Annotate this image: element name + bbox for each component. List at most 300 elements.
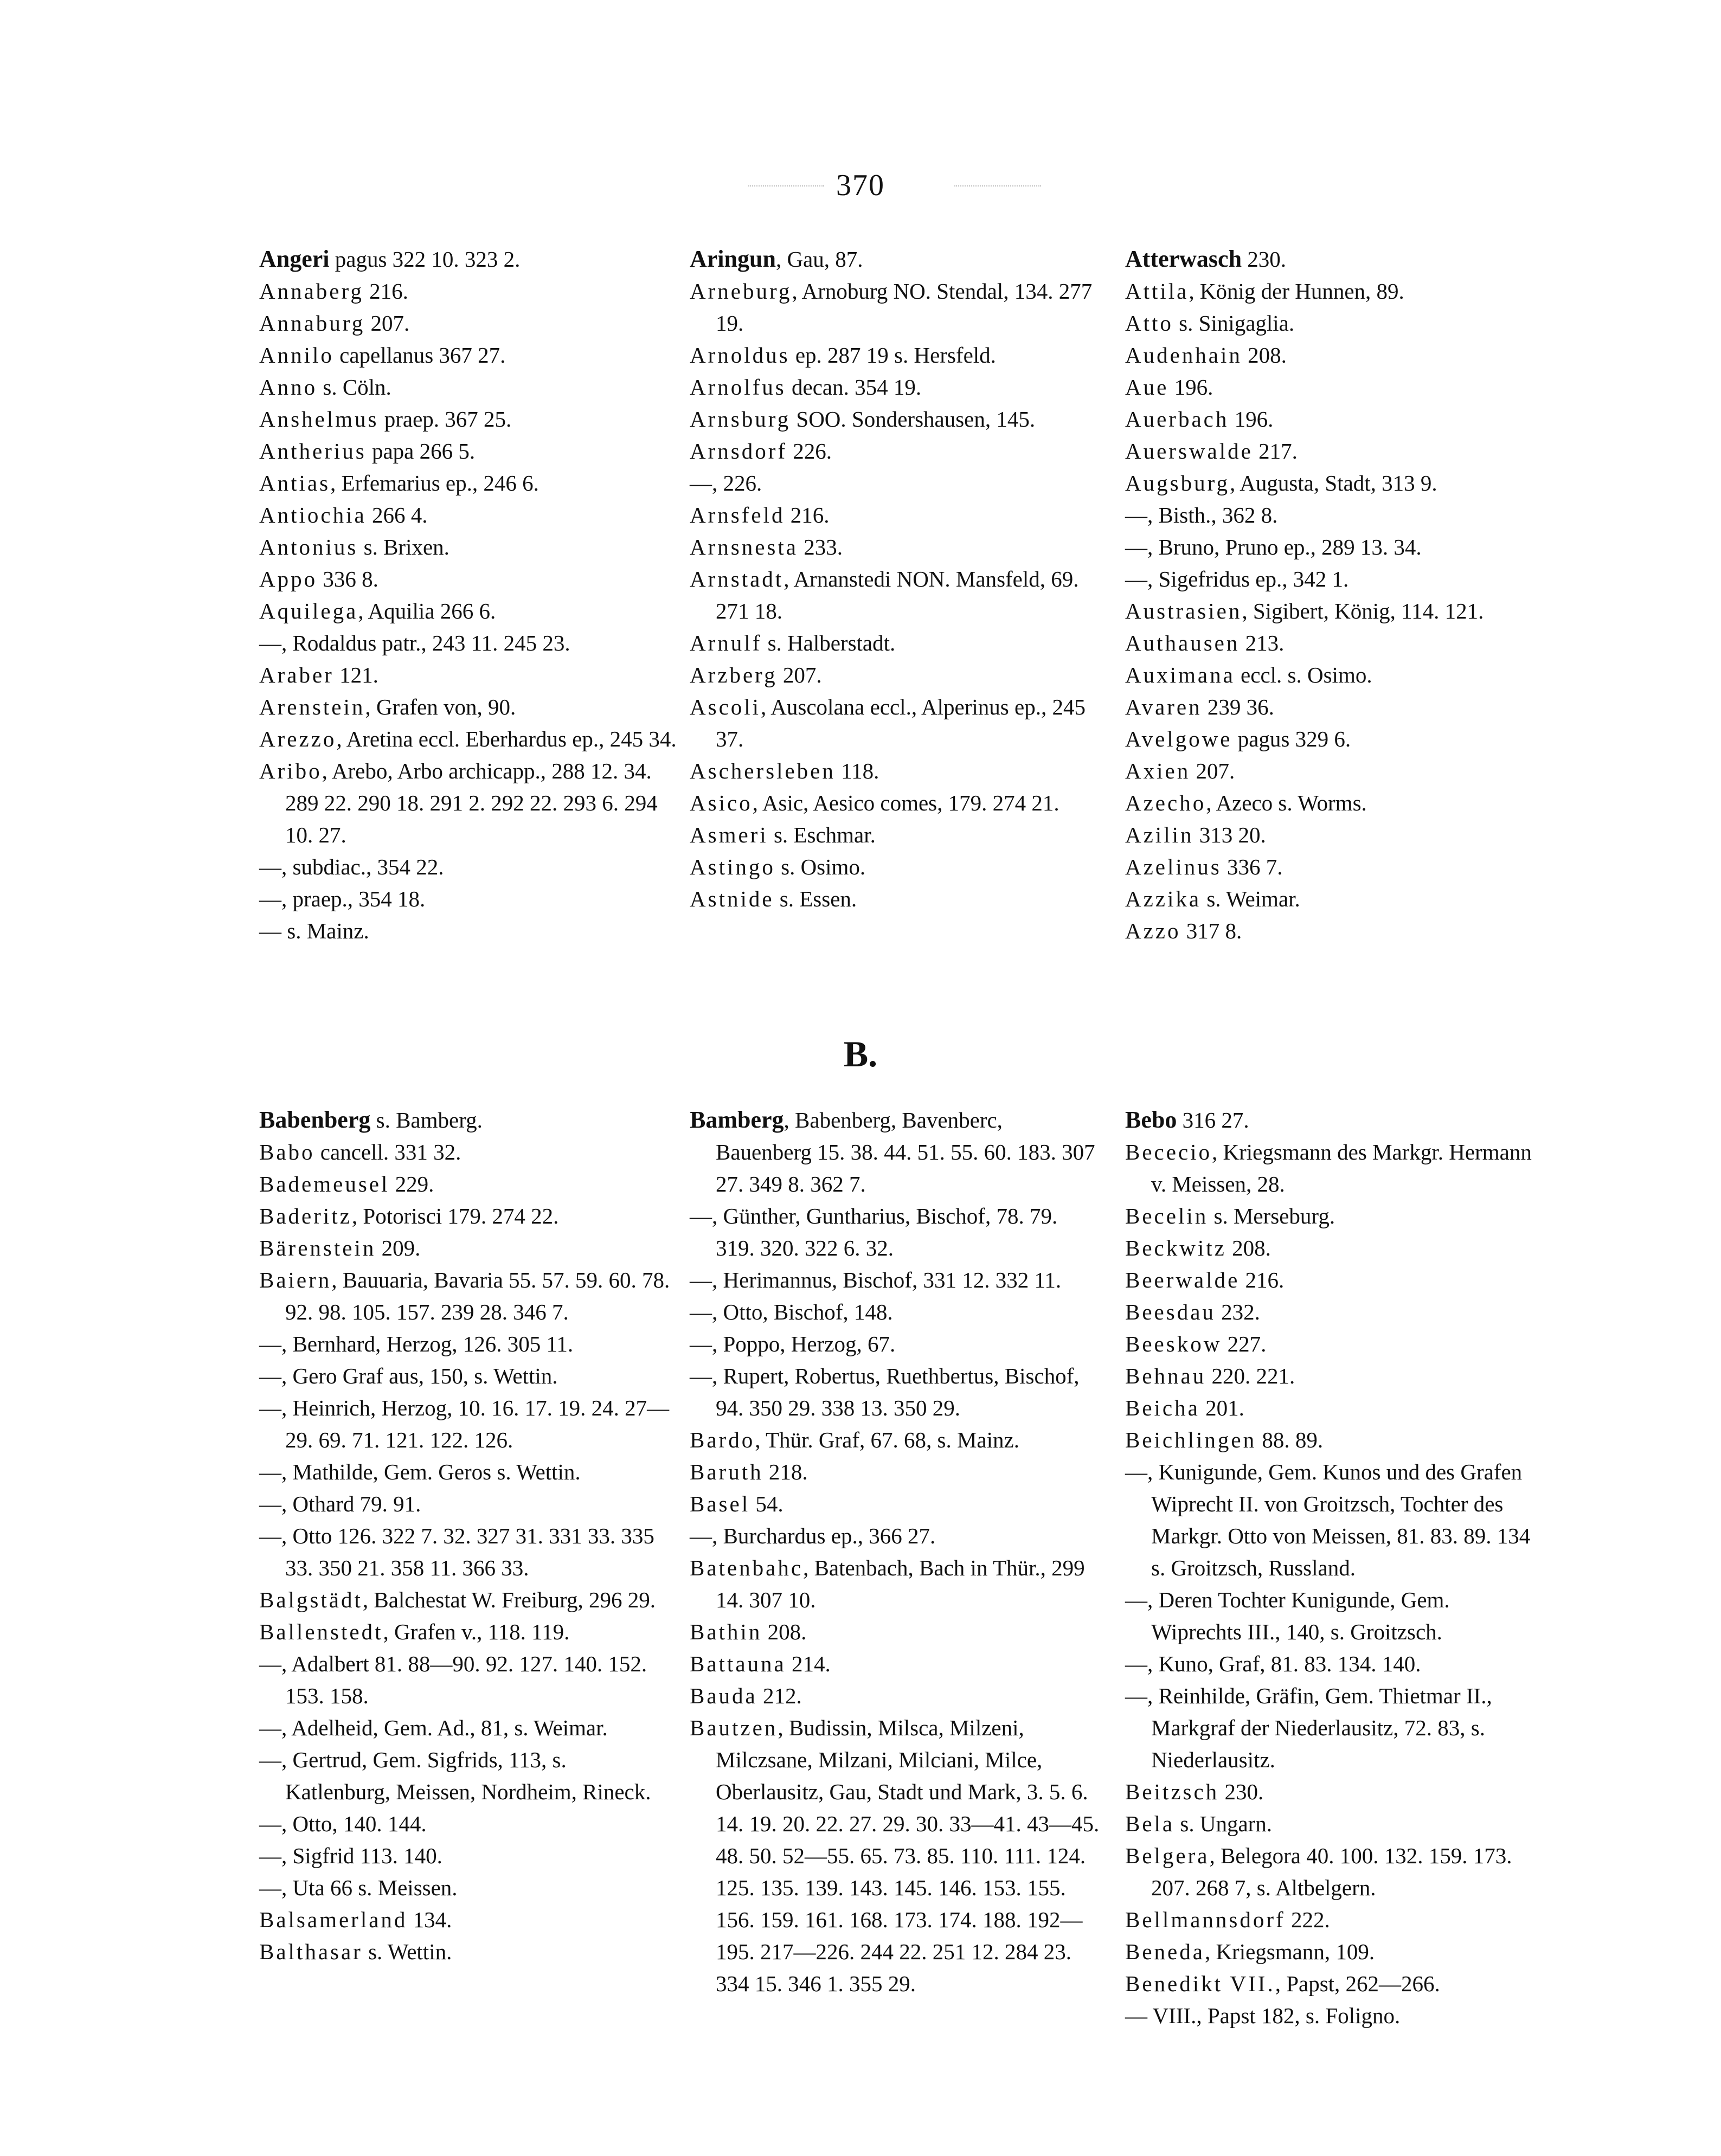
index-entry-headword: Balthasar bbox=[259, 1939, 363, 1964]
index-entry-references: 226. bbox=[787, 439, 832, 464]
index-entry bbox=[1125, 1392, 1537, 1424]
index-entry-headword: Bautzen bbox=[690, 1715, 778, 1740]
index-entry-references: capellanus 367 27. bbox=[333, 343, 506, 368]
index-entry-headword: Ascoli bbox=[690, 694, 761, 719]
index-entry-references: s. Bamberg. bbox=[370, 1108, 483, 1132]
index-entry-headword: Bathin bbox=[690, 1619, 762, 1644]
index-entry bbox=[1125, 563, 1537, 595]
index-entry bbox=[1125, 883, 1537, 915]
index-entry-references: 196. bbox=[1168, 375, 1213, 400]
index-entry-references: —, Sigfrid 113. 140. bbox=[259, 1843, 442, 1868]
index-entry-references: 88. 89. bbox=[1256, 1427, 1324, 1452]
index-entry-references: —, Gero Graf aus, 150, s. Wettin. bbox=[259, 1363, 558, 1388]
index-entry bbox=[1125, 403, 1537, 435]
index-entry-references: , Potorisci 179. 274 22. bbox=[351, 1204, 559, 1228]
index-entry-references: —, Herimannus, Bischof, 331 12. 332 11. bbox=[690, 1267, 1062, 1292]
index-entry bbox=[1125, 915, 1537, 947]
index-entry bbox=[259, 499, 677, 531]
index-entry-references: —, Mathilde, Gem. Geros s. Wettin. bbox=[259, 1459, 581, 1484]
index-entry-references: 212. bbox=[757, 1683, 802, 1708]
index-entry-headword: Astnide bbox=[690, 886, 774, 911]
index-entry bbox=[1125, 339, 1537, 371]
index-entry bbox=[1125, 755, 1537, 787]
index-entry bbox=[259, 1840, 677, 1872]
index-entry-references: —, Othard 79. 91. bbox=[259, 1491, 421, 1516]
index-entry-references: 208. bbox=[1226, 1235, 1271, 1260]
index-entry-references: —, Otto, 140. 144. bbox=[259, 1811, 427, 1836]
index-entry-references: 220. 221. bbox=[1206, 1363, 1295, 1388]
index-entry-references: —, Heinrich, Herzog, 10. 16. 17. 19. 24. 27—29. 69. 71. 121. 122. 126. bbox=[259, 1395, 670, 1452]
index-entry-headword: Azecho bbox=[1125, 790, 1206, 815]
index-entry-headword: Aue bbox=[1125, 375, 1169, 400]
index-entry bbox=[259, 755, 677, 851]
index-entry bbox=[259, 339, 677, 371]
index-entry bbox=[1125, 1200, 1537, 1232]
index-entry bbox=[1125, 1424, 1537, 1456]
index-entry bbox=[690, 1264, 1102, 1296]
index-entry-references: , Arebo, Arbo archicapp., 288 12. 34. 289 22. 290 18. 291 2. 292 22. 293 6. 294 10. 27. bbox=[285, 758, 658, 847]
index-entry-references: — s. Mainz. bbox=[259, 918, 369, 943]
index-entry bbox=[1125, 1328, 1537, 1360]
index-entry-references: , Arnoburg NO. Stendal, 134. 277 19. bbox=[716, 279, 1093, 336]
index-entry-headword: Azzo bbox=[1125, 918, 1181, 943]
index-entry-references: 266 4. bbox=[366, 503, 428, 527]
index-entry-references: 121. bbox=[333, 662, 378, 687]
index-entry-headword: Appo bbox=[259, 567, 318, 591]
index-entry bbox=[259, 1904, 677, 1936]
index-entry bbox=[259, 403, 677, 435]
index-entry-references: —, Rupert, Robertus, Ruethbertus, Bischof, 94. 350 29. 338 13. 350 29. bbox=[690, 1363, 1080, 1420]
index-entry-references: 233. bbox=[798, 535, 843, 559]
index-entry-references: , Arnanstedi NON. Mansfeld, 69. 271 18. bbox=[716, 567, 1079, 623]
index-entry bbox=[690, 883, 1102, 915]
index-entry-references: , Augusta, Stadt, 313 9. bbox=[1229, 471, 1437, 495]
index-entry-headword: Austrasien bbox=[1125, 598, 1242, 623]
index-entry-references: , Aquilia 266 6. bbox=[358, 598, 496, 623]
index-entry-references: —, Gertrud, Gem. Sigfrids, 113, s. Katlenburg, Meissen, Nordheim, Rineck. bbox=[259, 1747, 651, 1804]
index-entry bbox=[1125, 851, 1537, 883]
index-entry-references: , Grafen v., 118. 119. bbox=[383, 1619, 570, 1644]
index-entry-headword: Arenstein bbox=[259, 694, 365, 719]
index-entry bbox=[690, 531, 1102, 563]
index-entry-references: 208. bbox=[1242, 343, 1287, 368]
index-entry-references: cancell. 331 32. bbox=[314, 1140, 461, 1164]
index-entry-references: , Kriegsmann, 109. bbox=[1204, 1939, 1375, 1964]
index-entry bbox=[259, 243, 677, 275]
index-entry-headword: Beckwitz bbox=[1125, 1235, 1226, 1260]
index-entry bbox=[259, 915, 677, 947]
index-entry bbox=[690, 691, 1102, 755]
index-entry-references: —, Kuno, Graf, 81. 83. 134. 140. bbox=[1125, 1651, 1421, 1676]
index-column-b1 bbox=[259, 1104, 677, 1968]
index-entry-headword: Annilo bbox=[259, 343, 334, 368]
index-entry-references: —, praep., 354 18. bbox=[259, 886, 426, 911]
index-entry-references: 213. bbox=[1240, 630, 1285, 655]
index-entry bbox=[690, 1296, 1102, 1328]
index-entry-headword: Azilin bbox=[1125, 822, 1194, 847]
index-entry-headword: Anno bbox=[259, 375, 318, 400]
index-entry bbox=[690, 659, 1102, 691]
index-entry bbox=[1125, 1680, 1537, 1776]
index-entry-headword: Basel bbox=[690, 1491, 750, 1516]
index-entry-references: s. Brixen. bbox=[358, 535, 449, 559]
index-entry-references: s. Sinigaglia. bbox=[1173, 311, 1295, 336]
index-entry-references: —, Bisth., 362 8. bbox=[1125, 503, 1278, 527]
index-entry bbox=[259, 275, 677, 307]
index-entry-references: 118. bbox=[835, 758, 879, 783]
index-entry-references: —, Günther, Guntharius, Bischof, 78. 79. 319. 320. 322 6. 32. bbox=[690, 1204, 1058, 1260]
index-entry-references: , Bauuaria, Bavaria 55. 57. 59. 60. 78. 92. 98. 105. 157. 239 28. 346 7. bbox=[285, 1267, 670, 1324]
index-entry-headword: Azzika bbox=[1125, 886, 1202, 911]
page-number: 370 bbox=[836, 169, 885, 202]
index-entry-headword: Aringun bbox=[690, 246, 776, 272]
index-entry bbox=[690, 819, 1102, 851]
index-entry-headword: Babo bbox=[259, 1140, 315, 1164]
index-entry-headword: Becelin bbox=[1125, 1204, 1209, 1228]
index-entry-headword: Aribo bbox=[259, 758, 322, 783]
index-entry-references: 229. bbox=[389, 1172, 434, 1196]
index-entry-headword: Bamberg bbox=[690, 1106, 784, 1133]
index-entry bbox=[259, 1808, 677, 1840]
index-entry bbox=[690, 787, 1102, 819]
index-entry-headword: Arnsburg bbox=[690, 407, 791, 432]
index-entry-headword: Antiochia bbox=[259, 503, 367, 527]
index-entry-headword: Auerswalde bbox=[1125, 439, 1253, 464]
index-entry-references: , Erfemarius ep., 246 6. bbox=[330, 471, 539, 495]
index-entry bbox=[259, 531, 677, 563]
index-entry bbox=[259, 1712, 677, 1744]
index-column-a1 bbox=[259, 243, 677, 947]
index-entry bbox=[690, 1712, 1102, 2000]
index-entry-headword: Auximana bbox=[1125, 662, 1235, 687]
index-entry-references: , Balchestat W. Freiburg, 296 29. bbox=[362, 1587, 656, 1612]
index-entry-headword: Attila bbox=[1125, 279, 1189, 304]
index-entry-headword: Asico bbox=[690, 790, 753, 815]
index-entry bbox=[690, 1680, 1102, 1712]
index-entry bbox=[690, 1520, 1102, 1552]
index-entry-references: , Kriegsmann des Markgr. Hermann v. Meissen, 28. bbox=[1151, 1140, 1532, 1196]
index-entry-headword: Atterwasch bbox=[1125, 246, 1242, 272]
index-entry bbox=[1125, 787, 1537, 819]
index-entry-headword: Axien bbox=[1125, 758, 1191, 783]
index-entry-headword: Battauna bbox=[690, 1651, 786, 1676]
index-entry bbox=[1125, 2000, 1537, 2032]
index-entry-references: 207. bbox=[1190, 758, 1235, 783]
index-entry-references: 207. bbox=[777, 662, 822, 687]
index-entry-references: 230. bbox=[1242, 247, 1287, 272]
index-entry bbox=[690, 275, 1102, 339]
index-entry-headword: Benedikt VII. bbox=[1125, 1971, 1275, 1996]
index-entry-headword: Aquilega bbox=[259, 598, 358, 623]
index-entry bbox=[259, 659, 677, 691]
index-entry bbox=[690, 403, 1102, 435]
index-entry bbox=[259, 1136, 677, 1168]
index-entry-references: 207. bbox=[365, 311, 410, 336]
index-entry-headword: Araber bbox=[259, 662, 334, 687]
index-entry-references: ep. 287 19 s. Hersfeld. bbox=[789, 343, 996, 368]
index-entry-references: 134. bbox=[407, 1907, 452, 1932]
index-entry-headword: Arnsdorf bbox=[690, 439, 788, 464]
index-entry bbox=[1125, 1808, 1537, 1840]
index-entry-references: 313 20. bbox=[1193, 822, 1266, 847]
index-entry bbox=[1125, 1136, 1537, 1200]
index-entry-references: —, Adelheid, Gem. Ad., 81, s. Weimar. bbox=[259, 1715, 608, 1740]
index-entry-headword: Balgstädt bbox=[259, 1587, 363, 1612]
index-entry-references: s. Cöln. bbox=[317, 375, 391, 400]
index-entry bbox=[1125, 467, 1537, 499]
index-entry bbox=[690, 1360, 1102, 1424]
index-entry-headword: Beneda bbox=[1125, 1939, 1205, 1964]
index-entry bbox=[1125, 1904, 1537, 1936]
index-entry-references: , Sigibert, König, 114. 121. bbox=[1242, 598, 1484, 623]
index-entry-references: , Azeco s. Worms. bbox=[1206, 790, 1367, 815]
index-entry bbox=[259, 1936, 677, 1968]
index-entry bbox=[259, 1392, 677, 1456]
index-entry bbox=[259, 1168, 677, 1200]
index-entry-references: s. Weimar. bbox=[1201, 886, 1300, 911]
index-entry bbox=[690, 563, 1102, 627]
index-entry-headword: Avelgowe bbox=[1125, 726, 1232, 751]
index-entry bbox=[690, 243, 1102, 275]
index-entry bbox=[259, 1488, 677, 1520]
index-entry bbox=[1125, 1936, 1537, 1968]
index-entry-headword: Belgera bbox=[1125, 1843, 1210, 1868]
index-entry-headword: Audenhain bbox=[1125, 343, 1242, 368]
index-entry bbox=[1125, 659, 1537, 691]
index-entry-references: , Thür. Graf, 67. 68, s. Mainz. bbox=[755, 1427, 1019, 1452]
index-entry-references: SOO. Sondershausen, 145. bbox=[791, 407, 1036, 432]
index-entry-headword: Aschersleben bbox=[690, 758, 836, 783]
index-entry bbox=[259, 1264, 677, 1328]
index-entry-references: —, Deren Tochter Kunigunde, Gem. Wiprechts III., 140, s. Groitzsch. bbox=[1125, 1587, 1450, 1644]
index-entry-references: —, 226. bbox=[690, 471, 762, 495]
index-entry-references: 316 27. bbox=[1177, 1108, 1249, 1132]
index-entry-headword: Batenbahc bbox=[690, 1555, 804, 1580]
index-entry-headword: Babenberg bbox=[259, 1106, 371, 1133]
index-entry-headword: Antias bbox=[259, 471, 331, 495]
index-entry-references: 214. bbox=[786, 1651, 831, 1676]
index-entry-references: 336 8. bbox=[317, 567, 378, 591]
index-entry bbox=[1125, 275, 1537, 307]
index-entry-headword: Bececio bbox=[1125, 1140, 1212, 1164]
index-entry-headword: Ballenstedt bbox=[259, 1619, 383, 1644]
index-entry-references: 201. bbox=[1199, 1395, 1244, 1420]
index-entry-headword: Astingo bbox=[690, 854, 775, 879]
index-entry-headword: Beichlingen bbox=[1125, 1427, 1257, 1452]
index-entry bbox=[259, 627, 677, 659]
index-entry-references: praep. 367 25. bbox=[378, 407, 512, 432]
index-entry bbox=[1125, 371, 1537, 403]
index-entry bbox=[690, 1328, 1102, 1360]
index-entry bbox=[1125, 1264, 1537, 1296]
index-entry-references: 217. bbox=[1253, 439, 1298, 464]
index-entry bbox=[690, 1488, 1102, 1520]
index-entry-references: s. Essen. bbox=[774, 886, 857, 911]
index-entry bbox=[259, 371, 677, 403]
index-entry bbox=[690, 1424, 1102, 1456]
index-entry bbox=[1125, 723, 1537, 755]
index-entry bbox=[259, 1584, 677, 1616]
index-entry-headword: Arnsnesta bbox=[690, 535, 798, 559]
index-entry bbox=[1125, 1456, 1537, 1584]
index-entry-references: — VIII., Papst 182, s. Foligno. bbox=[1125, 2003, 1401, 2028]
index-entry-headword: Arnstadt bbox=[690, 567, 784, 591]
index-entry-headword: Bebo bbox=[1125, 1106, 1177, 1133]
index-entry-references: s. Eschmar. bbox=[768, 822, 876, 847]
index-entry bbox=[1125, 1296, 1537, 1328]
index-entry-headword: Beeskow bbox=[1125, 1331, 1222, 1356]
index-entry bbox=[259, 1200, 677, 1232]
index-entry bbox=[1125, 1648, 1537, 1680]
index-entry-headword: Annaberg bbox=[259, 279, 364, 304]
index-entry-headword: Annaburg bbox=[259, 311, 365, 336]
index-entry bbox=[259, 1360, 677, 1392]
index-entry-references: , Gau, 87. bbox=[775, 247, 863, 272]
index-entry-references: , Aretina eccl. Eberhardus ep., 245 34. bbox=[336, 726, 677, 751]
page-number-rule-right bbox=[954, 185, 1041, 186]
index-entry-references: 230. bbox=[1219, 1779, 1264, 1804]
index-entry-headword: Authausen bbox=[1125, 630, 1240, 655]
index-entry-references: , Belegora 40. 100. 132. 159. 173. 207. 268 7, s. Altbelgern. bbox=[1151, 1843, 1512, 1900]
index-entry-references: —, Bruno, Pruno ep., 289 13. 34. bbox=[1125, 535, 1422, 559]
index-entry-headword: Beitzsch bbox=[1125, 1779, 1219, 1804]
index-entry-references: , Babenberg, Bavenberc, Bauenberg 15. 38. 44. 51. 55. 60. 183. 307 27. 349 8. 362 7. bbox=[716, 1108, 1095, 1196]
index-entry-headword: Antonius bbox=[259, 535, 358, 559]
index-entry-references: —, Poppo, Herzog, 67. bbox=[690, 1331, 896, 1356]
index-entry-headword: Baiern bbox=[259, 1267, 332, 1292]
index-entry-headword: Beicha bbox=[1125, 1395, 1200, 1420]
index-entry bbox=[259, 851, 677, 883]
index-entry-headword: Balsamerland bbox=[259, 1907, 408, 1932]
index-entry-references: —, Burchardus ep., 366 27. bbox=[690, 1523, 936, 1548]
index-entry-headword: Bardo bbox=[690, 1427, 755, 1452]
index-entry bbox=[259, 595, 677, 627]
index-entry-references: —, Sigefridus ep., 342 1. bbox=[1125, 567, 1349, 591]
index-entry-references: s. Merseburg. bbox=[1208, 1204, 1335, 1228]
index-entry-references: 54. bbox=[750, 1491, 784, 1516]
index-entry bbox=[259, 1648, 677, 1712]
index-entry-references: —, Reinhilde, Gräfin, Gem. Thietmar II., Markgraf der Niederlausitz, 72. 83, s. Niederlausitz. bbox=[1125, 1683, 1492, 1772]
index-entry-references: eccl. s. Osimo. bbox=[1235, 662, 1372, 687]
index-entry bbox=[1125, 1584, 1537, 1648]
index-entry bbox=[690, 1648, 1102, 1680]
index-entry-headword: Arzberg bbox=[690, 662, 778, 687]
index-entry bbox=[259, 883, 677, 915]
index-entry-references: 196. bbox=[1229, 407, 1274, 432]
index-entry bbox=[1125, 1968, 1537, 2000]
index-entry bbox=[1125, 1776, 1537, 1808]
index-entry-references: 239 36. bbox=[1202, 694, 1274, 719]
index-entry-headword: Arneburg bbox=[690, 279, 792, 304]
index-entry-headword: Arnolfus bbox=[690, 375, 786, 400]
index-entry-headword: Angeri bbox=[259, 246, 330, 272]
index-entry-references: , Papst, 262—266. bbox=[1275, 1971, 1440, 1996]
index-entry-references: —, subdiac., 354 22. bbox=[259, 854, 444, 879]
index-entry bbox=[690, 1616, 1102, 1648]
index-entry-references: , Grafen von, 90. bbox=[365, 694, 516, 719]
index-entry-headword: Atto bbox=[1125, 311, 1173, 336]
index-entry-references: —, Kunigunde, Gem. Kunos und des Grafen Wiprecht II. von Groitzsch, Tochter des Markgr. Otto von Meissen, 81. 83. 89. 134 s. Groitzsch, Russland. bbox=[1125, 1459, 1531, 1580]
index-entry-headword: Behnau bbox=[1125, 1363, 1206, 1388]
index-entry bbox=[690, 435, 1102, 467]
index-entry bbox=[690, 1104, 1102, 1200]
index-entry-references: papa 266 5. bbox=[366, 439, 476, 464]
index-entry-references: 216. bbox=[363, 279, 408, 304]
index-column-b3 bbox=[1125, 1104, 1537, 2032]
index-entry-references: , Auscolana eccl., Alperinus ep., 245 37. bbox=[716, 694, 1086, 751]
index-entry-headword: Beesdau bbox=[1125, 1299, 1216, 1324]
index-entry-headword: Asmeri bbox=[690, 822, 768, 847]
index-entry bbox=[259, 723, 677, 755]
index-entry-references: , Batenbach, Bach in Thür., 299 14. 307 10. bbox=[716, 1555, 1085, 1612]
index-entry-references: 208. bbox=[762, 1619, 807, 1644]
index-entry bbox=[1125, 819, 1537, 851]
index-entry-references: pagus 329 6. bbox=[1232, 726, 1351, 751]
index-entry-references: s. Ungarn. bbox=[1174, 1811, 1273, 1836]
index-entry-headword: Avaren bbox=[1125, 694, 1202, 719]
index-entry bbox=[690, 1200, 1102, 1264]
section-heading-b: B. bbox=[843, 1033, 878, 1074]
index-entry-headword: Bellmannsdorf bbox=[1125, 1907, 1286, 1932]
index-entry-headword: Bela bbox=[1125, 1811, 1175, 1836]
index-entry-headword: Arnsfeld bbox=[690, 503, 785, 527]
index-entry-references: 232. bbox=[1215, 1299, 1260, 1324]
index-entry bbox=[1125, 435, 1537, 467]
index-entry-references: , Asic, Aesico comes, 179. 274 21. bbox=[752, 790, 1059, 815]
index-entry bbox=[259, 1744, 677, 1808]
index-entry-headword: Beerwalde bbox=[1125, 1267, 1240, 1292]
index-entry-references: —, Adalbert 81. 88—90. 92. 127. 140. 152. 153. 158. bbox=[259, 1651, 647, 1708]
index-entry bbox=[690, 371, 1102, 403]
index-entry-headword: Azelinus bbox=[1125, 854, 1222, 879]
index-entry-headword: Arezzo bbox=[259, 726, 337, 751]
index-entry-headword: Arnulf bbox=[690, 630, 762, 655]
index-entry-references: , Budissin, Milsca, Milzeni, Milczsane, Milzani, Milciani, Milce, Oberlausitz, Gau, Stadt und Mark, 3. 5. 6. 14. 19. 20. 22. 27. 29. 30. 33—41. 43—45. 48. 50. 52—55. 65. 73. 85. 110. 111. 124. 125. 135. 139. 143. 145. 146. 153. 155. 156. 159. 161. 168. 173. 174. 188. 192—195. 217—226. 244 22. 251 12. 284 23. 334 15. 346 1. 355 29. bbox=[716, 1715, 1100, 1996]
index-entry-headword: Bademeusel bbox=[259, 1172, 390, 1196]
index-entry bbox=[259, 1520, 677, 1584]
index-entry bbox=[1125, 627, 1537, 659]
index-entry-references: 222. bbox=[1285, 1907, 1330, 1932]
index-entry bbox=[259, 467, 677, 499]
index-entry bbox=[690, 339, 1102, 371]
index-entry bbox=[690, 627, 1102, 659]
index-entry bbox=[1125, 243, 1537, 275]
index-entry bbox=[259, 1456, 677, 1488]
index-entry-headword: Baderitz bbox=[259, 1204, 352, 1228]
index-entry bbox=[259, 435, 677, 467]
index-entry-headword: Baruth bbox=[690, 1459, 763, 1484]
index-entry bbox=[1125, 307, 1537, 339]
index-entry bbox=[1125, 531, 1537, 563]
index-entry bbox=[1125, 595, 1537, 627]
index-entry bbox=[1125, 1232, 1537, 1264]
index-entry-references: 317 8. bbox=[1180, 918, 1242, 943]
index-entry bbox=[690, 1456, 1102, 1488]
index-entry bbox=[259, 1328, 677, 1360]
index-entry-references: —, Otto, Bischof, 148. bbox=[690, 1299, 893, 1324]
index-entry-headword: Arnoldus bbox=[690, 343, 790, 368]
index-entry-headword: Bärenstein bbox=[259, 1235, 376, 1260]
index-entry bbox=[259, 1104, 677, 1136]
index-entry bbox=[259, 307, 677, 339]
index-entry-references: 218. bbox=[763, 1459, 808, 1484]
index-entry-references: —, Otto 126. 322 7. 32. 327 31. 331 33. 335 33. 350 21. 358 11. 366 33. bbox=[259, 1523, 654, 1580]
index-entry bbox=[690, 499, 1102, 531]
index-entry-references: 216. bbox=[785, 503, 830, 527]
index-entry-headword: Auerbach bbox=[1125, 407, 1229, 432]
index-column-a2 bbox=[690, 243, 1102, 915]
index-entry-references: s. Halberstadt. bbox=[762, 630, 896, 655]
